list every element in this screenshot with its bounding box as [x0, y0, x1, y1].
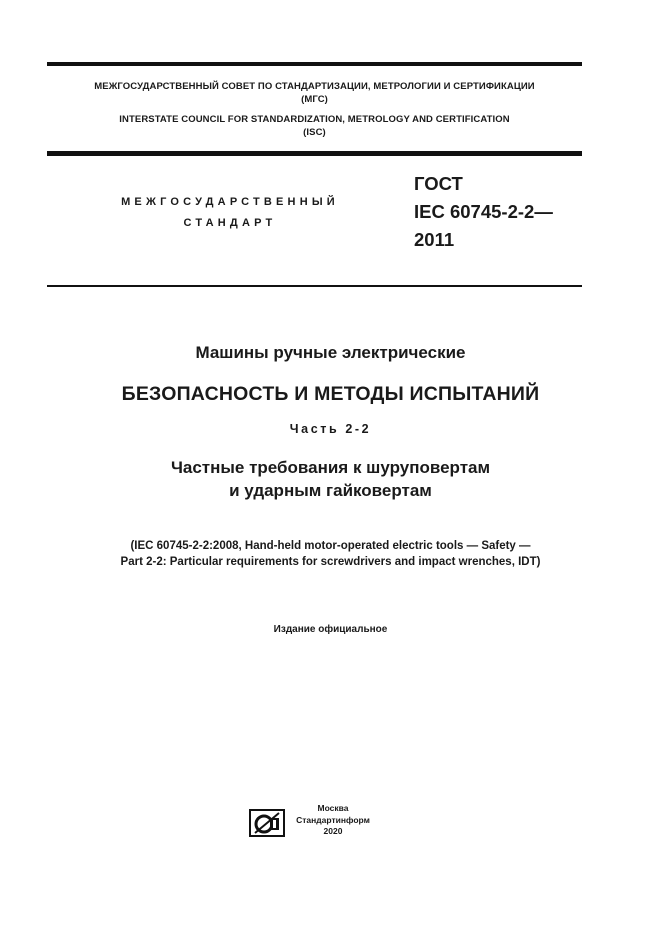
publisher-year: 2020	[323, 826, 343, 836]
gost-line1: ГОСТ	[414, 173, 463, 194]
gost-designation	[414, 170, 553, 254]
part-number: Часть 2-2	[289, 422, 372, 436]
standard-type-line1: МЕЖГОСУДАРСТВЕННЫЙ	[121, 196, 339, 208]
subtitle-line2: и ударным гайковертам	[229, 481, 432, 500]
standartinform-logo-icon	[249, 809, 285, 837]
designation-rule	[47, 285, 582, 287]
subtitle-line1: Частные требования к шуруповертам	[170, 458, 491, 477]
iec-reference	[0, 538, 661, 570]
edition-label: Издание официальное	[273, 624, 388, 635]
council-en-line1: INTERSTATE COUNCIL FOR STANDARDIZATION, METROLOGY AND CERTIFICATION	[119, 114, 510, 125]
publisher-name: Стандартинформ	[296, 814, 370, 825]
iec-line2: Part 2-2: Particular requirements for screwdrivers and impact wrenches, IDT)	[120, 556, 541, 568]
header-rule-thick	[47, 151, 582, 156]
standard-type-label	[95, 192, 365, 234]
gost-line2: IEC 60745-2-2—	[414, 201, 553, 222]
title-line2: БЕЗОПАСНОСТЬ И МЕТОДЫ ИСПЫТАНИЙ	[121, 383, 540, 405]
subtitle	[0, 456, 661, 502]
council-en-line2: (ISC)	[303, 127, 326, 138]
publisher-info	[295, 803, 371, 838]
publisher-city: Москва	[317, 803, 349, 813]
iec-line1: (IEC 60745-2-2:2008, Hand-held motor-operated electric tools — Safety —	[130, 540, 531, 552]
council-en	[47, 113, 582, 139]
title-line1: Машины ручные электрические	[195, 343, 466, 362]
council-ru-line2: (МГС)	[301, 94, 328, 105]
gost-line3: 2011	[414, 229, 455, 250]
council-ru	[47, 80, 582, 106]
council-ru-line1: МЕЖГОСУДАРСТВЕННЫЙ СОВЕТ ПО СТАНДАРТИЗАЦИИ, МЕТРОЛОГИИ И СЕРТИФИКАЦИИ	[94, 81, 535, 92]
standard-type-line2: СТАНДАРТ	[183, 217, 277, 229]
top-rule-thin	[47, 62, 582, 66]
